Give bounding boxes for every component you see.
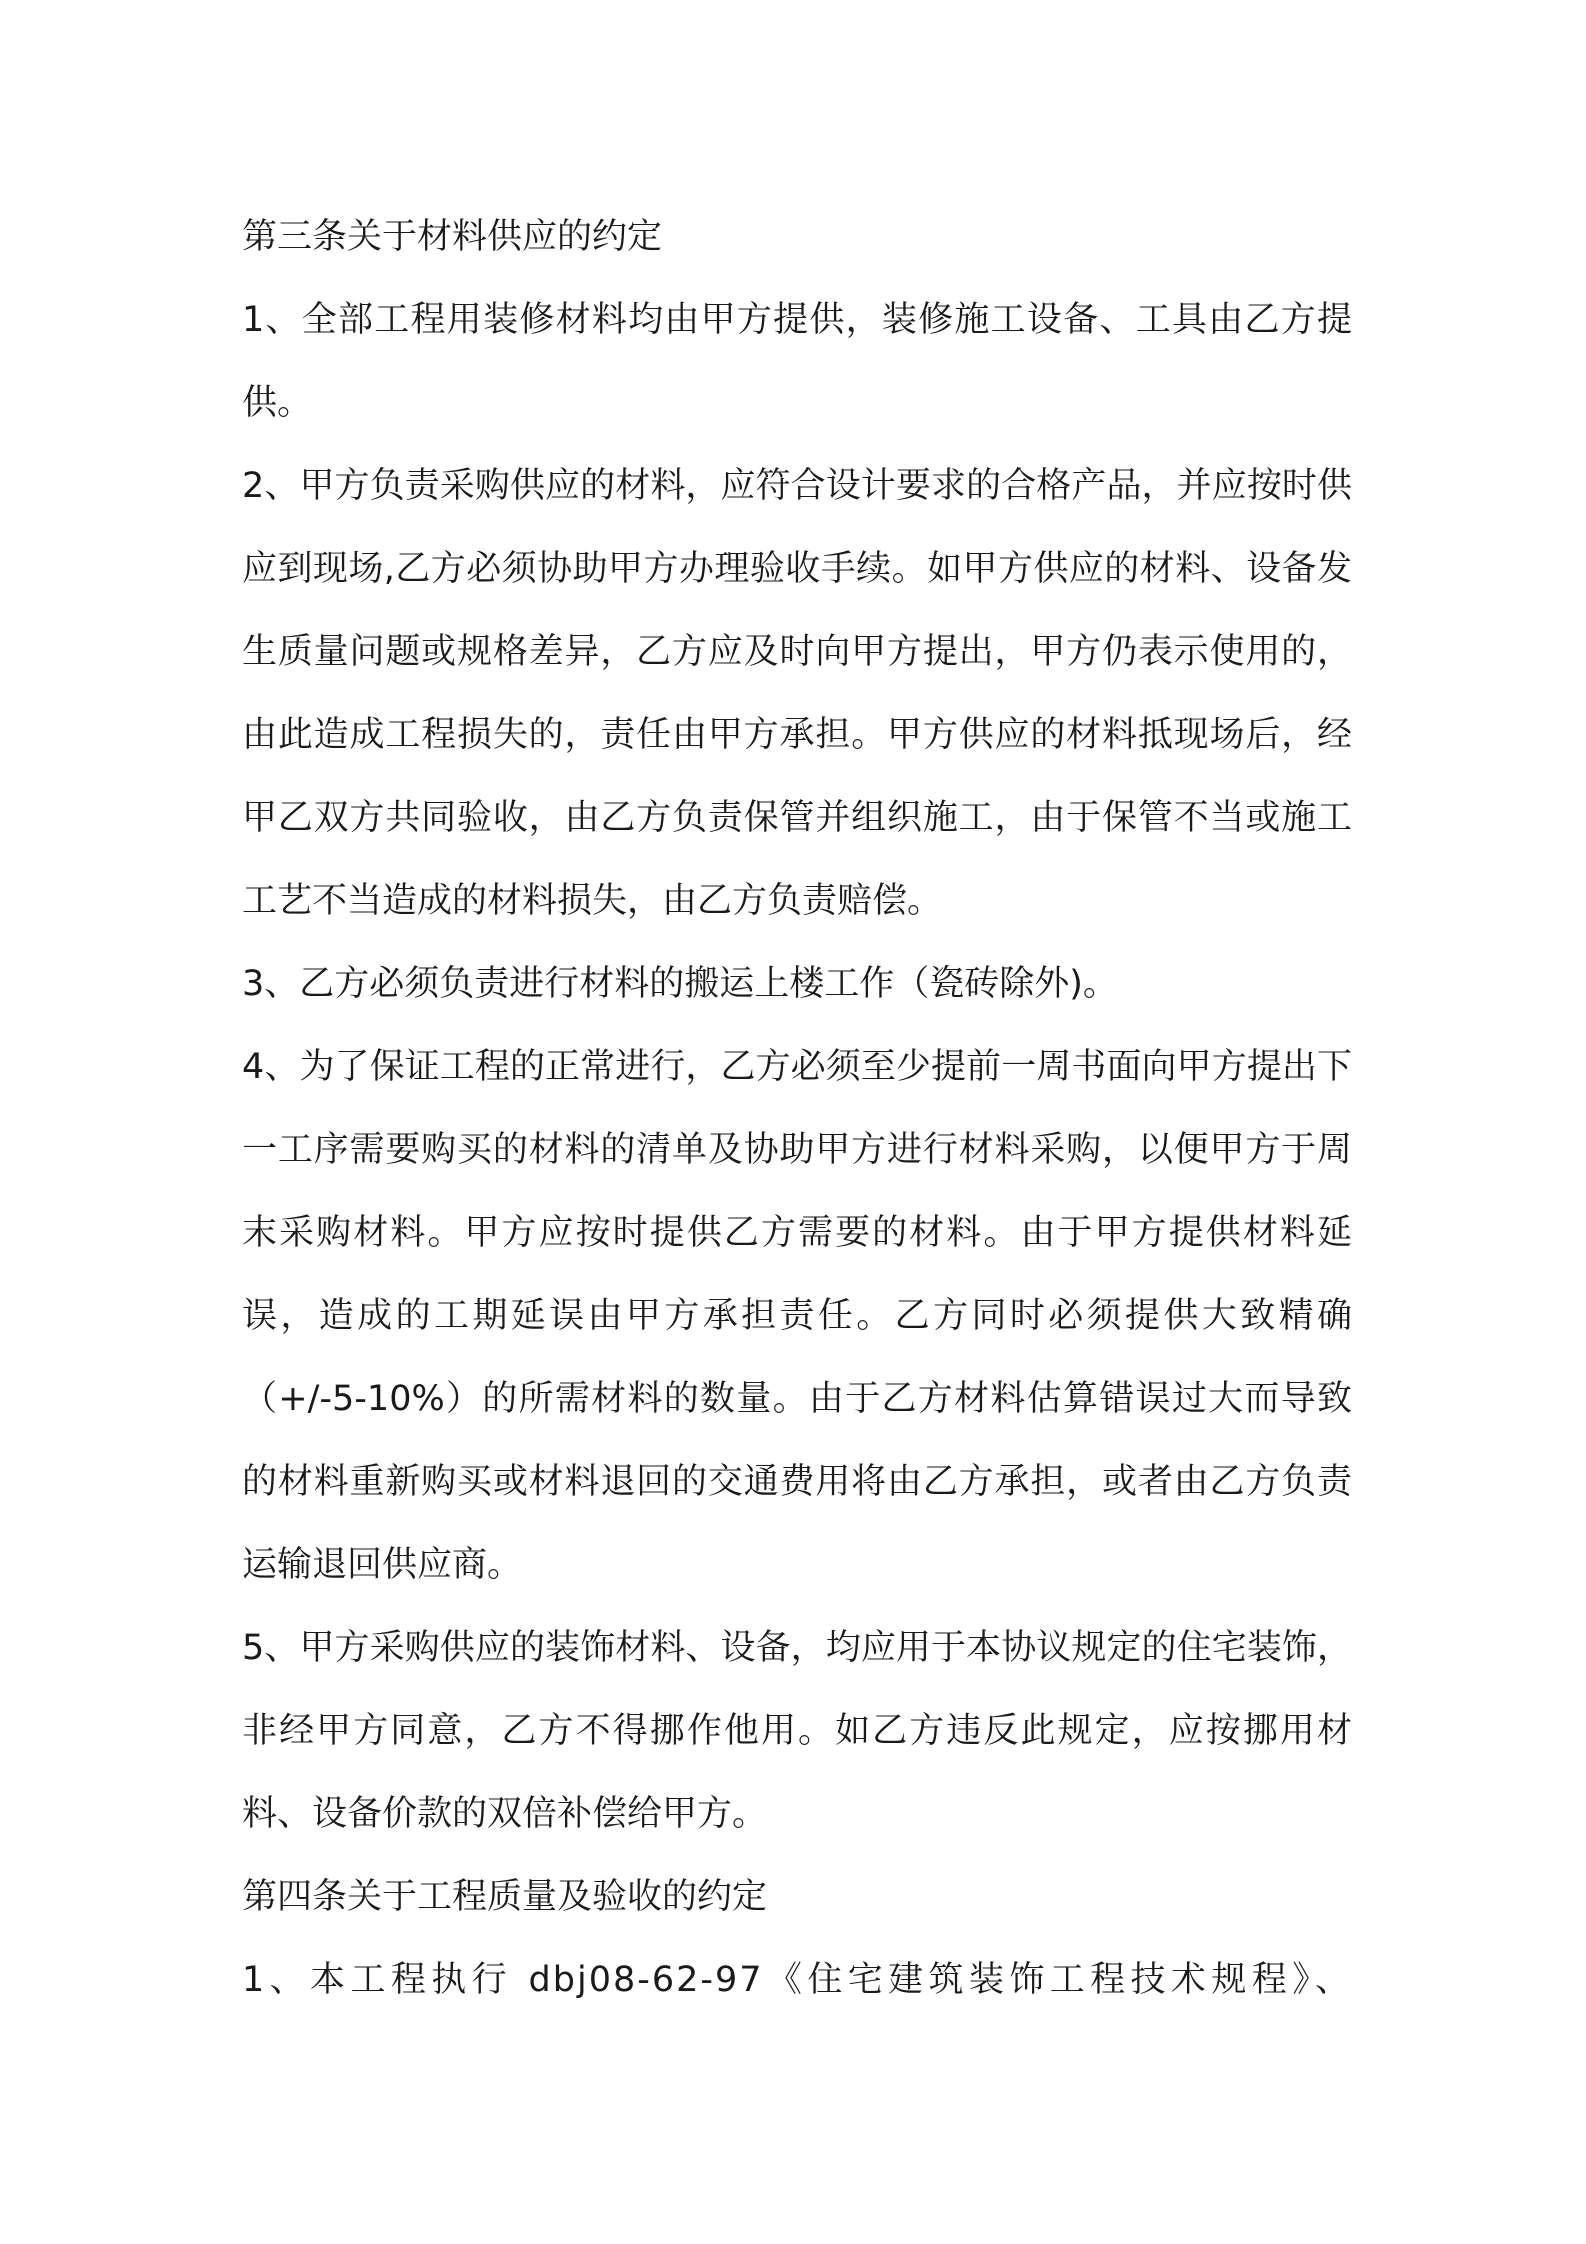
clause-paragraph: 4、为了保证工程的正常进行，乙方必须至少提前一周书面向甲方提出下一工序需要购买的材料的清单及协助甲方进行材料采购，以便甲方于周末采购材料。甲方应按时提供乙方需要的材料。由于甲方提供材料延误，造成的工期延误由甲方承担责任。乙方同时必须提供大致精确（+/-5-10%）的所需材料的数量。由于乙方材料估算错误过大而导致的材料重新购买或材料退回的交通费用将由乙方承担，或者由乙方负责运输退回供应商。	[242, 1047, 1352, 1585]
clause-paragraph: 2、甲方负责采购供应的材料，应符合设计要求的合格产品，并应按时供应到现场,乙方必须协助甲方办理验收手续。如甲方供应的材料、设备发生质量问题或规格差异，乙方应及时向甲方提出，甲方仍表示使用的，由此造成工程损失的，责任由甲方承担。甲方供应的材料抵现场后，经甲乙双方共同验收，由乙方负责保管并组织施工，由于保管不当或施工工艺不当造成的材料损失，由乙方负责赔偿。	[242, 466, 1352, 921]
section-heading: 第三条关于材料供应的约定	[242, 217, 663, 257]
clause-paragraph: 1、全部工程用装修材料均由甲方提供，装修施工设备、工具由乙方提供。	[242, 300, 1352, 423]
clause-paragraph: 3、乙方必须负责进行材料的搬运上楼工作（瓷砖除外)。	[242, 964, 1118, 1004]
clause-paragraph: 5、甲方采购供应的装饰材料、设备，均应用于本协议规定的住宅装饰，非经甲方同意，乙方不得挪作他用。如乙方违反此规定，应按挪用材料、设备价款的双倍补偿给甲方。	[242, 1628, 1352, 1834]
document-body	[242, 196, 1352, 2022]
section-heading: 第四条关于工程质量及验收的约定	[242, 1877, 768, 1917]
clause-paragraph: 1、本工程执行 dbj08-62-97《住宅建筑装饰工程技术规程》、	[242, 1960, 1352, 2000]
